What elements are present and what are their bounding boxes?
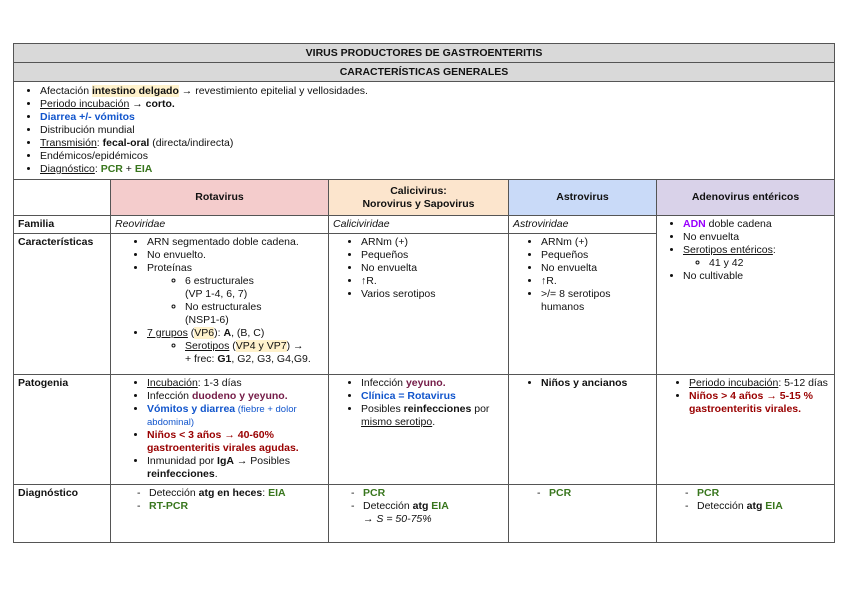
list-item: • Vómitos y diarrea (fiebre + dolor abdominal) <box>147 403 324 429</box>
list-item: - PCR <box>549 487 652 500</box>
virus-table <box>13 43 835 543</box>
list-item: • Transmisión: fecal-oral (directa/indirecta) <box>40 137 830 150</box>
row-label-familia: Familia <box>14 216 111 234</box>
list-item: ◦ Serotipos (VP4 y VP7) → + frec: G1, G2, G3, G4,G9. <box>185 340 324 366</box>
patogenia-adenovirus <box>657 375 835 485</box>
list-item: ◦ No estructurales (NSP1-6) <box>185 301 324 327</box>
general-list <box>18 85 830 176</box>
list-item: • Diarrea +/- vómitos <box>40 111 830 124</box>
column-header-calicivirus: Calicivirus: Norovirus y Sapovirus <box>329 180 509 216</box>
list-item: • Endémicos/epidémicos <box>40 150 830 163</box>
row-label-patogenia: Patogenia <box>14 375 111 485</box>
list-item: • No envuelta <box>541 262 652 275</box>
familia-rotavirus: Reoviridae <box>111 216 329 234</box>
corner-cell <box>14 180 111 216</box>
familia-calicivirus: Caliciviridae <box>329 216 509 234</box>
list-item: • ARNm (+) <box>361 236 504 249</box>
list-item: • ↑R. <box>541 275 652 288</box>
list-item: • Afectación intestino delgado → revestimiento epitelial y vellosidades. <box>40 85 830 98</box>
list-item: • ADN doble cadena <box>683 218 830 231</box>
list-item: • Niños < 3 años → 40-60% gastroenteritis virales agudas. <box>147 429 324 455</box>
section-subtitle: CARACTERÍSTICAS GENERALES <box>14 63 835 82</box>
list-item: • Serotipos entéricos: ◦ 41 y 42 <box>683 244 830 270</box>
patogenia-rotavirus <box>111 375 329 485</box>
list-item: • Posibles reinfecciones por mismo serotipo. <box>361 403 504 429</box>
list-item: • ↑R. <box>361 275 504 288</box>
caract-calicivirus <box>329 234 509 375</box>
list-item: • Pequeños <box>541 249 652 262</box>
list-item: • Incubación: 1-3 días <box>147 377 324 390</box>
list-item: • Inmunidad por IgA → Posibles reinfecciones. <box>147 455 324 481</box>
row-label-caracteristicas: Características <box>14 234 111 375</box>
general-characteristics <box>14 82 835 180</box>
list-item: - Detección atg EIA <box>697 500 830 513</box>
column-header-rotavirus: Rotavirus <box>111 180 329 216</box>
list-item: - Detección atg en heces: EIA <box>149 487 324 500</box>
list-item: • Infección yeyuno. <box>361 377 504 390</box>
patogenia-calicivirus <box>329 375 509 485</box>
familia-astrovirus: Astroviridae <box>509 216 657 234</box>
list-item: • Distribución mundial <box>40 124 830 137</box>
list-item: - RT-PCR <box>149 500 324 513</box>
list-item: • ARN segmentado doble cadena. <box>147 236 324 249</box>
list-item: - PCR <box>697 487 830 500</box>
table-title: VIRUS PRODUCTORES DE GASTROENTERITIS <box>14 44 835 63</box>
column-header-astrovirus: Astrovirus <box>509 180 657 216</box>
list-item: • Clínica = Rotavirus <box>361 390 504 403</box>
diagnostico-rotavirus <box>111 485 329 543</box>
diagnostico-astrovirus <box>509 485 657 543</box>
diagnostico-adenovirus <box>657 485 835 543</box>
list-item: • Diagnóstico: PCR + EIA <box>40 163 830 176</box>
list-item: • Niños y ancianos <box>541 377 652 390</box>
list-item: • Periodo incubación: 5-12 días <box>689 377 830 390</box>
list-item: • No envuelto. <box>147 249 324 262</box>
list-item: • Niños > 4 años → 5-15 % gastroenteritis virales. <box>689 390 830 416</box>
list-item: • No envuelta <box>683 231 830 244</box>
adenovirus-familia-caract <box>657 216 835 375</box>
list-item: • Infección duodeno y yeyuno. <box>147 390 324 403</box>
adeno-list <box>661 218 830 283</box>
list-item: • Pequeños <box>361 249 504 262</box>
list-item: ◦ 6 estructurales (VP 1-4, 6, 7) <box>185 275 324 301</box>
document <box>13 43 834 543</box>
caract-astrovirus <box>509 234 657 375</box>
list-item: • >/= 8 serotipos humanos <box>541 288 652 314</box>
list-item: • No envuelta <box>361 262 504 275</box>
list-item: • Periodo incubación → corto. <box>40 98 830 111</box>
list-item: - Detección atg EIA → S = 50-75% <box>363 500 504 526</box>
column-header-adenovirus: Adenovirus entéricos <box>657 180 835 216</box>
list-item: • No cultivable <box>683 270 830 283</box>
patogenia-astrovirus <box>509 375 657 485</box>
list-item: • Varios serotipos <box>361 288 504 301</box>
list-item: • Proteínas ◦ 6 estructurales (VP 1-4, 6, 7) ◦ No estructurales (NSP1-6) <box>147 262 324 327</box>
list-item: - PCR <box>363 487 504 500</box>
list-item: • ARNm (+) <box>541 236 652 249</box>
row-label-diagnostico: Diagnóstico <box>14 485 111 543</box>
list-item: ◦ 41 y 42 <box>709 257 830 270</box>
list-item: • 7 grupos (VP6): A, (B, C) ◦ Serotipos (VP4 y VP7) → + frec: G1, G2, G3, G4,G9. <box>147 327 324 366</box>
caract-rotavirus <box>111 234 329 375</box>
diagnostico-calicivirus <box>329 485 509 543</box>
